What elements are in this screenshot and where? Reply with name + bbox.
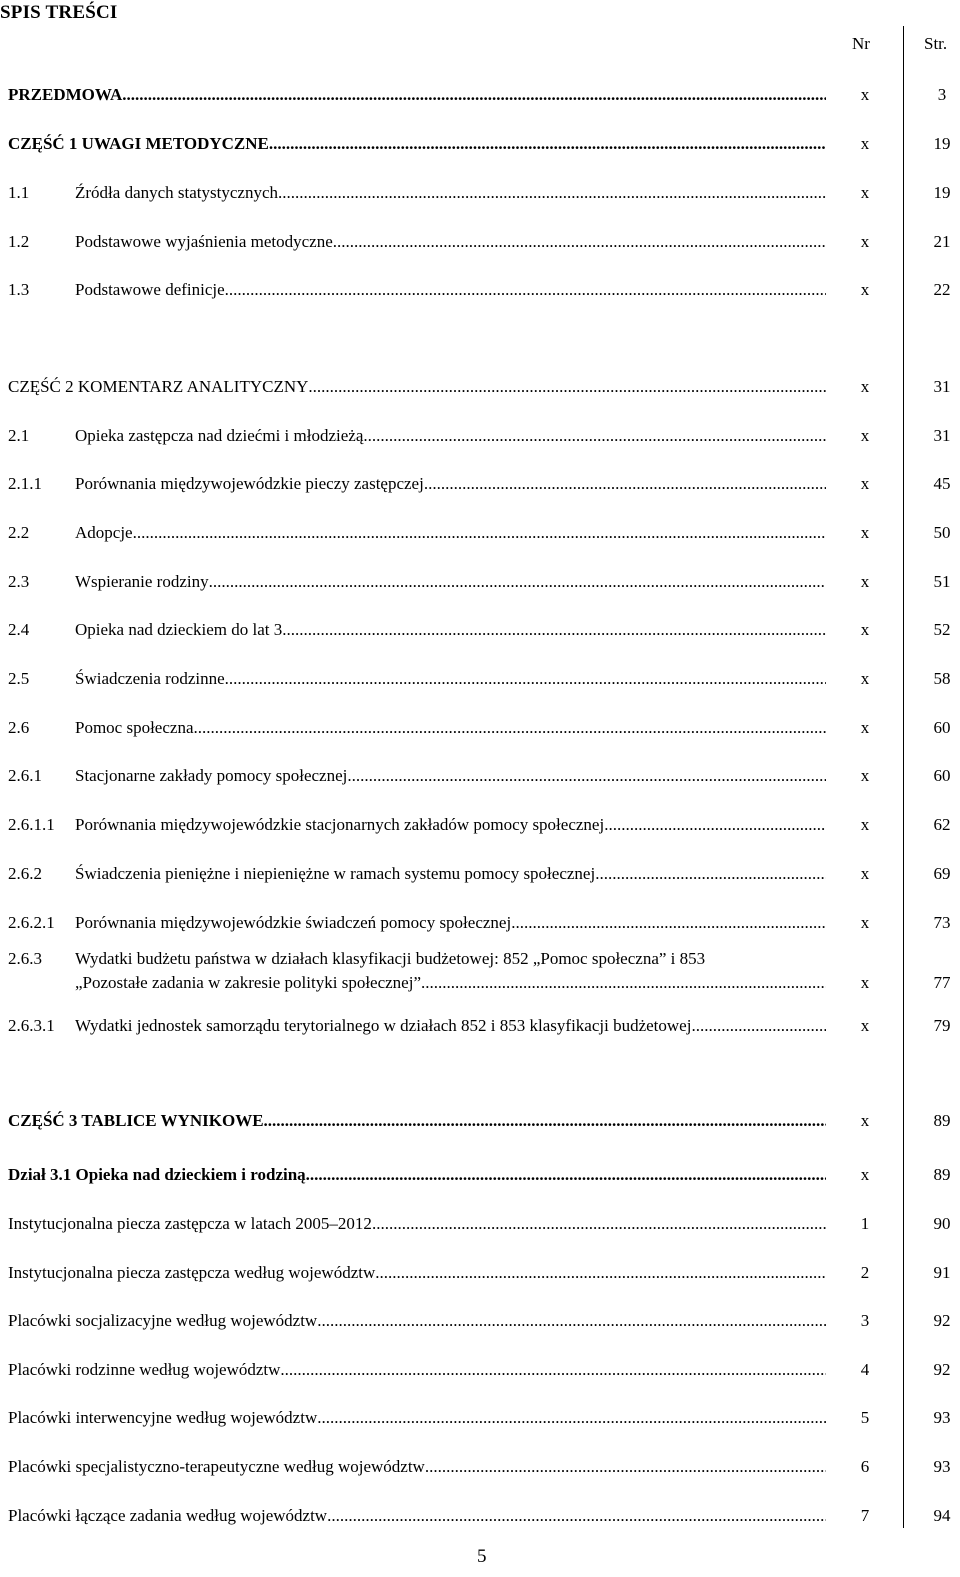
toc-entry-table-number: x	[860, 474, 870, 493]
dot-leader	[604, 813, 826, 837]
toc-entry-text	[8, 521, 826, 545]
toc-entry-table-number: x	[860, 815, 870, 834]
toc-entry-text	[8, 570, 826, 594]
toc-entry-text	[8, 375, 826, 399]
toc-entry[interactable]	[0, 947, 960, 995]
toc-entry-number: 2.2	[8, 523, 30, 542]
toc-entry-page: 51	[933, 572, 951, 591]
dot-leader	[327, 1504, 826, 1528]
toc-entry-table-number: x	[860, 85, 870, 104]
toc-entry-page: 94	[933, 1506, 951, 1525]
toc-entry[interactable]	[0, 862, 960, 886]
toc-entry-page: 91	[933, 1263, 951, 1282]
toc-entry-title: Placówki specjalistyczno-terapeutyczne według województw	[8, 1457, 425, 1476]
toc-entry-text	[8, 947, 826, 995]
toc-entry-page: 21	[933, 232, 951, 251]
toc-entry[interactable]	[0, 1163, 960, 1187]
toc-entry-title: Porównania międzywojewódzkie pieczy zastępczej	[75, 474, 424, 493]
dot-leader	[225, 667, 826, 691]
toc-entry[interactable]	[0, 813, 960, 837]
toc-entry-table-number: x	[860, 232, 870, 251]
toc-entry[interactable]	[0, 618, 960, 642]
toc-entry-table-number: 2	[860, 1263, 870, 1282]
toc-entry-title: Wspieranie rodziny	[75, 572, 209, 591]
toc-entry-table-number: x	[860, 864, 870, 883]
toc-entry-text	[8, 1406, 826, 1430]
toc-entry-table-number: x	[860, 572, 870, 591]
toc-entry-page: 62	[933, 815, 951, 834]
toc-entry-page: 93	[933, 1457, 951, 1476]
toc-entry-number: 2.6.2	[8, 864, 42, 883]
dot-leader	[225, 278, 826, 302]
toc-entry-text	[8, 181, 826, 205]
dot-leader	[347, 764, 826, 788]
toc-entry-title: Placówki interwencyjne według województw	[8, 1408, 318, 1427]
toc-entry-page: 22	[933, 280, 951, 299]
dot-leader	[122, 83, 826, 107]
dot-leader	[133, 521, 826, 545]
toc-entry-page: 19	[933, 134, 951, 153]
toc-entry-title: CZĘŚĆ 2 KOMENTARZ ANALITYCZNY	[8, 377, 309, 396]
toc-entry-table-number: 4	[860, 1360, 870, 1379]
toc-entry-page: 89	[933, 1111, 951, 1130]
toc-entry-title: Placówki socjalizacyjne według województw	[8, 1311, 318, 1330]
dot-leader	[282, 618, 826, 642]
toc-entry-title: CZĘŚĆ 3 TABLICE WYNIKOWE	[8, 1111, 264, 1130]
toc-entry[interactable]	[0, 424, 960, 448]
dot-leader	[209, 570, 826, 594]
toc-entry-page: 60	[933, 766, 951, 785]
toc-entry-text	[8, 83, 826, 107]
toc-entry-table-number: 1	[860, 1214, 870, 1233]
toc-entry-page: 79	[933, 1016, 951, 1035]
toc-entry-number: 2.4	[8, 620, 30, 639]
toc-entry-table-number: x	[860, 183, 870, 202]
toc-entry-table-number: 7	[860, 1506, 870, 1525]
toc-entry-number: 1.2	[8, 232, 30, 251]
toc-entry-table-number: x	[860, 134, 870, 153]
toc-entry-number: 1.3	[8, 280, 30, 299]
toc-entry-text	[8, 1309, 826, 1333]
toc-entry-table-number: x	[860, 913, 870, 932]
toc-entry-title: Porównania międzywojewódzkie świadczeń pomocy społecznej	[75, 913, 512, 932]
toc-entry[interactable]	[0, 1212, 960, 1236]
toc-entry-page: 52	[933, 620, 951, 639]
toc-entry[interactable]	[0, 1504, 960, 1528]
toc-entry-table-number: x	[860, 1016, 870, 1035]
toc-entry-title: Instytucjonalna piecza zastępcza według województw	[8, 1263, 376, 1282]
toc-entry-page: 31	[933, 377, 951, 396]
toc-entry-page: 50	[933, 523, 951, 542]
dot-leader	[421, 971, 826, 995]
toc-entry-page: 58	[933, 669, 951, 688]
toc-entry-text	[8, 278, 826, 302]
toc-entry-page: 45	[933, 474, 951, 493]
toc-entry-title: PRZEDMOWA	[8, 85, 123, 104]
toc-entry[interactable]	[0, 83, 960, 107]
toc-entry-title: Adopcje	[75, 523, 133, 542]
page-number: 5	[477, 1546, 487, 1567]
toc-entry-table-number: x	[860, 669, 870, 688]
toc-entry-number: 2.1	[8, 426, 30, 445]
toc-entry-text	[8, 1212, 826, 1236]
toc-entry-title: Stacjonarne zakłady pomocy społecznej	[75, 766, 348, 785]
toc-entry-page: 73	[933, 913, 951, 932]
toc-entry-text	[8, 1163, 826, 1187]
toc-entry-number: 2.6	[8, 718, 30, 737]
toc-entry-title: CZĘŚĆ 1 UWAGI METODYCZNE	[8, 134, 269, 153]
toc-entry-text	[8, 667, 826, 691]
toc-entry-table-number: x	[860, 426, 870, 445]
toc-entry-text	[8, 764, 826, 788]
dot-leader	[363, 424, 826, 448]
toc-entry-table-number: x	[860, 1165, 870, 1184]
toc-entry-table-number: x	[860, 523, 870, 542]
toc-entry-title: Podstawowe wyjaśnienia metodyczne	[75, 232, 333, 251]
toc-entry-title: Świadczenia rodzinne	[75, 669, 225, 688]
toc-entry-page: 92	[933, 1311, 951, 1330]
toc-entry-text	[8, 1504, 826, 1528]
header-str: Str.	[924, 34, 948, 53]
toc-entry-page: 77	[933, 973, 951, 992]
toc-entry[interactable]	[0, 1014, 960, 1038]
toc-entry-table-number: x	[860, 280, 870, 299]
toc-entry-title: „Pozostałe zadania w zakresie polityki społecznej”	[75, 973, 421, 992]
header-nr: Nr	[852, 34, 870, 53]
toc-entry-table-number: x	[860, 1111, 870, 1130]
dot-leader	[691, 1014, 826, 1038]
toc-entry-title: Wydatki jednostek samorządu terytorialnego w działach 852 i 853 klasyfikacji budżetowej	[75, 1016, 692, 1035]
toc-entry-title: Opieka zastępcza nad dziećmi i młodzieżą	[75, 426, 364, 445]
dot-leader	[280, 1358, 826, 1382]
toc-entry-number: 2.6.1.1	[8, 815, 55, 834]
dot-leader	[194, 716, 827, 740]
toc-entry-title: Świadczenia pieniężne i niepieniężne w ramach systemu pomocy społecznej	[75, 864, 596, 883]
toc-entry[interactable]	[0, 521, 960, 545]
toc-entry[interactable]	[0, 1358, 960, 1382]
toc-entry[interactable]	[0, 911, 960, 935]
dot-leader	[317, 1406, 826, 1430]
dot-leader	[308, 375, 826, 399]
toc-entry-title: Instytucjonalna piecza zastępcza w latach 2005–2012	[8, 1214, 372, 1233]
toc-entry-number: 2.6.3.1	[8, 1016, 55, 1035]
dot-leader	[424, 472, 826, 496]
toc-entry[interactable]	[0, 570, 960, 594]
toc-entry[interactable]	[0, 230, 960, 254]
toc-entry[interactable]	[0, 181, 960, 205]
toc-entry[interactable]	[0, 278, 960, 302]
toc-entry-text	[8, 132, 826, 156]
toc-entry-title: Placówki łączące zadania według województw	[8, 1506, 328, 1525]
toc-entry[interactable]	[0, 472, 960, 496]
toc-entry[interactable]	[0, 1406, 960, 1430]
toc-entry-text	[8, 1261, 826, 1285]
dot-leader	[269, 132, 826, 156]
toc-entry-table-number: x	[860, 377, 870, 396]
toc-entry-number: 2.6.3	[8, 949, 42, 968]
toc-entry-text	[8, 1109, 826, 1133]
dot-leader	[317, 1309, 826, 1333]
toc-entry[interactable]	[0, 716, 960, 740]
toc-entry-title: Placówki rodzinne według województw	[8, 1360, 281, 1379]
dot-leader	[372, 1212, 826, 1236]
toc-entry-table-number: x	[860, 718, 870, 737]
toc-entry-page: 90	[933, 1214, 951, 1233]
dot-leader	[278, 181, 826, 205]
toc-entry[interactable]	[0, 375, 960, 399]
toc-entry-table-number: x	[860, 766, 870, 785]
toc-entry-page: 69	[933, 864, 951, 883]
toc-entry-table-number: x	[860, 973, 870, 992]
toc-entry-text	[8, 1455, 826, 1479]
toc-entry-number: 2.6.1	[8, 766, 42, 785]
toc-entry-text	[8, 1358, 826, 1382]
toc-entry-title: Dział 3.1 Opieka nad dzieckiem i rodziną	[8, 1165, 306, 1184]
dot-leader	[425, 1455, 826, 1479]
toc-entry[interactable]	[0, 1309, 960, 1333]
toc-entry-title: Pomoc społeczna	[75, 718, 194, 737]
toc-entry-page: 92	[933, 1360, 951, 1379]
dot-leader	[511, 911, 826, 935]
toc-entry-page: 19	[933, 183, 951, 202]
toc-entry-text	[8, 813, 826, 837]
toc-entry-text	[8, 230, 826, 254]
toc-entry-title: Podstawowe definicje	[75, 280, 225, 299]
toc-entry-number: 2.1.1	[8, 474, 42, 493]
toc-entry-text	[8, 911, 826, 935]
toc-entry[interactable]	[0, 1261, 960, 1285]
toc-entry-number: 2.5	[8, 669, 30, 688]
dot-leader	[333, 230, 826, 254]
toc-entry-title: Porównania międzywojewódzkie stacjonarnych zakładów pomocy społecznej	[75, 815, 605, 834]
toc-entry-table-number: x	[860, 620, 870, 639]
toc-entry-page: 93	[933, 1408, 951, 1427]
toc-entry-text	[8, 862, 826, 886]
toc-entry-title: Opieka nad dzieckiem do lat 3	[75, 620, 283, 639]
toc-entry-table-number: 3	[860, 1311, 870, 1330]
dot-leader	[264, 1109, 826, 1133]
toc-entry[interactable]	[0, 764, 960, 788]
toc-entry-table-number: 5	[860, 1408, 870, 1427]
toc-entry-text	[8, 716, 826, 740]
toc-entry-page: 60	[933, 718, 951, 737]
toc-entry-title: Źródła danych statystycznych	[75, 183, 278, 202]
toc-entry-number: 1.1	[8, 183, 30, 202]
toc-entry-number: 2.3	[8, 572, 30, 591]
page-title: SPIS TREŚCI	[0, 2, 118, 23]
toc-entry-number: 2.6.2.1	[8, 913, 55, 932]
dot-leader	[375, 1261, 826, 1285]
toc-entry-text	[8, 472, 826, 496]
dot-leader	[595, 862, 826, 886]
toc-entry-page: 3	[937, 85, 947, 104]
toc-entry[interactable]	[0, 132, 960, 156]
toc-entry-table-number: 6	[860, 1457, 870, 1476]
toc-entry[interactable]	[0, 667, 960, 691]
dot-leader	[306, 1163, 826, 1187]
toc-entry-page: 89	[933, 1165, 951, 1184]
toc-entry-page: 31	[933, 426, 951, 445]
toc-entry-text	[8, 1014, 826, 1038]
toc-entry[interactable]	[0, 1109, 960, 1133]
toc-entry-text	[8, 618, 826, 642]
toc-entry-title: Wydatki budżetu państwa w działach klasyfikacji budżetowej: 852 „Pomoc społeczna” i 853	[75, 949, 706, 968]
toc-entry[interactable]	[0, 1455, 960, 1479]
toc-entry-text	[8, 424, 826, 448]
